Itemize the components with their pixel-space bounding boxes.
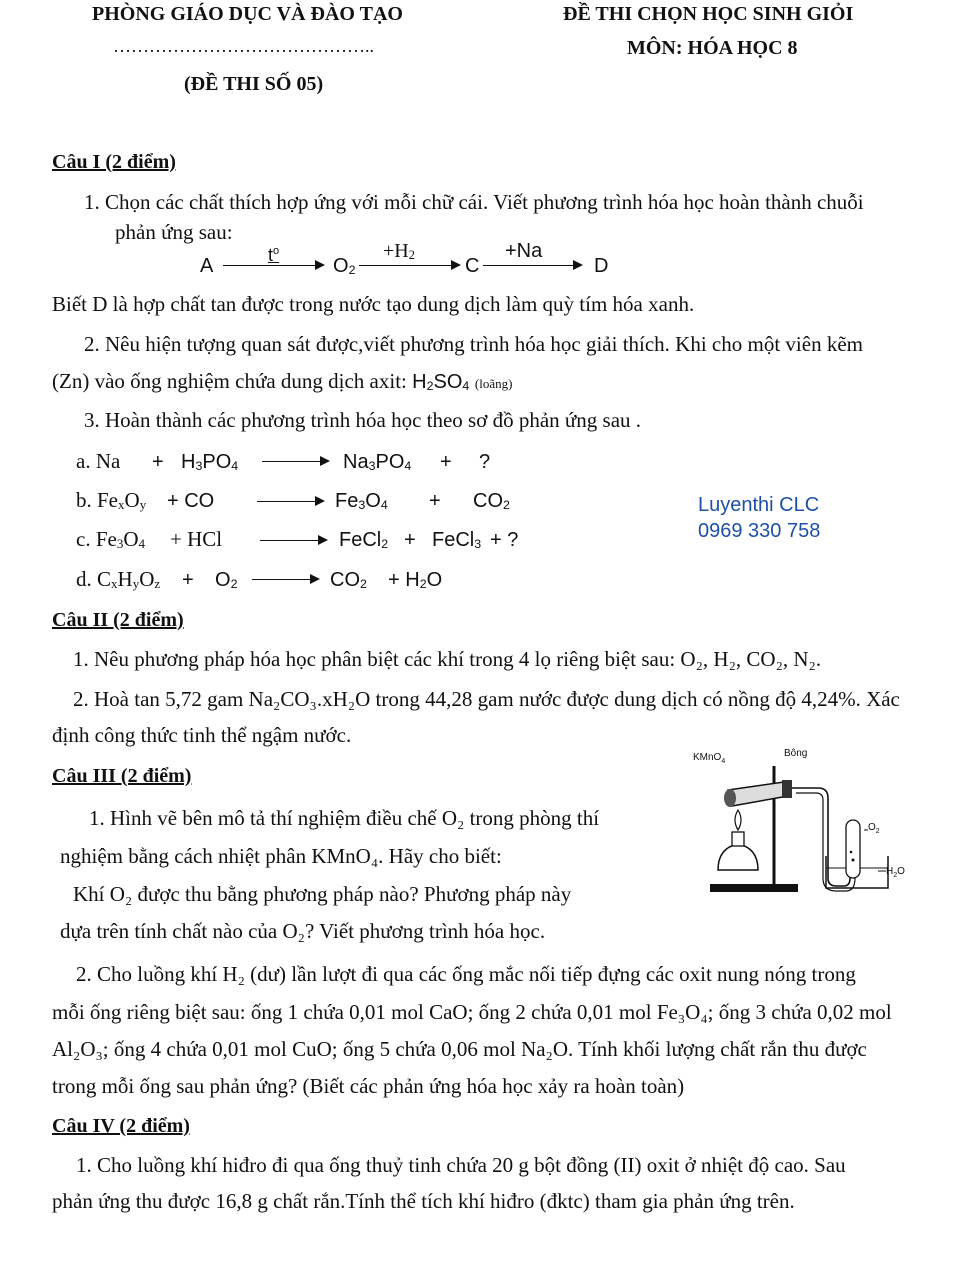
q3-p2-line1: 2. Cho luồng khí H₂ (dư) lần lượt đi qua các ống mắc nối tiếp đựng các oxit nung nóng trong [76, 962, 856, 986]
eq-d-co2: CO2 [330, 569, 367, 591]
q1-p1-line1: 1. Chọn các chất thích hợp ứng với mỗi chữ cái. Viết phương trình hóa học hoàn thành chuỗi [84, 190, 864, 214]
lab-apparatus-figure [688, 748, 918, 900]
eq-c-hcl: + HCl [170, 527, 223, 551]
eq-b-co: + CO [167, 490, 215, 512]
eq-b-co2: CO2 [473, 490, 510, 512]
q3-p2-line3: Al₂O₃; ống 4 chứa 0,01 mol CuO; ống 5 chứa 0,06 mol Na₂O. Tính khối lượng chất rắn thu được [52, 1037, 867, 1061]
eq-a-h3po4: H3PO4 [181, 451, 239, 473]
q3-p1-line4: dựa trên tính chất nào của O₂? Viết phương trình hóa học. [60, 919, 546, 943]
q4-p1-line2: phản ứng thu được 16,8 g chất rắn.Tính thể tích khí hiđro (đktc) tham gia phản ứng trên. [52, 1189, 795, 1213]
q4-p1-line1: 1. Cho luồng khí hiđro đi qua ống thuỷ tinh chứa 20 g bột đồng (II) oxit ở nhiệt độ cao. Sau [76, 1153, 846, 1177]
chain-heat: $t^o$ [268, 245, 280, 265]
eq-a-plus: + [152, 451, 164, 473]
eq-a-plus2: + [440, 451, 452, 473]
label-cotton: Bông [784, 748, 808, 759]
subject-title: MÔN: HÓA HỌC 8 [627, 37, 798, 59]
label-h2o: $H_2O$ [886, 866, 905, 879]
eq-c-fecl3: FeCl3 [432, 529, 482, 551]
chain-na: +Na [505, 240, 543, 262]
eq-a-label: a. Na [76, 449, 121, 473]
q3-p2-line4: trong mỗi ống sau phản ứng? (Biết các phản ứng hóa học xảy ra hoàn toàn) [52, 1074, 685, 1098]
section-title-q1: Câu I (2 điểm) [52, 151, 176, 173]
chain-arrow-2 [359, 265, 459, 266]
label-o2: $O_2$ [868, 822, 880, 835]
label-kmno4: KMnO$_4$ [693, 752, 726, 765]
eq-b-plus: + [429, 490, 441, 512]
chain-a: A [200, 255, 214, 277]
section-title-q2: Câu II (2 điểm) [52, 609, 184, 631]
eq-d-o2: O2 [215, 569, 238, 591]
eq-a-na3po4: Na3PO4 [343, 451, 412, 473]
exam-title: ĐỀ THI CHỌN HỌC SINH GIỎI [563, 3, 854, 25]
chain-h2: +H2 [383, 240, 415, 262]
eq-c-label: c. Fe3O4 [76, 527, 146, 551]
o2-collection-diagram [688, 760, 918, 900]
eq-c-fecl2: FeCl2 [339, 529, 389, 551]
eq-c-arrow [260, 540, 326, 541]
dotted-line: …………………………………….. [113, 36, 374, 56]
department-title: PHÒNG GIÁO DỤC VÀ ĐÀO TẠO [92, 3, 403, 25]
q2-p2-line2: định công thức tinh thể ngậm nước. [52, 723, 352, 747]
q1-p2-line1: 2. Nêu hiện tượng quan sát được,viết phương trình hóa học giải thích. Khi cho một viên kẽm [84, 332, 863, 356]
eq-c-unknown: + ? [490, 529, 519, 551]
eq-a-arrow [262, 461, 328, 462]
section-title-q4: Câu IV (2 điểm) [52, 1115, 190, 1137]
eq-c-plus: + [404, 529, 416, 551]
watermark-phone: 0969 330 758 [698, 520, 821, 542]
eq-d-label: d. CxHyOz [76, 567, 161, 591]
watermark-name: Luyenthi CLC [698, 494, 820, 516]
eq-b-label: b. FexOy [76, 488, 147, 512]
q3-p1-line3: Khí O₂ được thu bằng phương pháp nào? Phương pháp này [73, 882, 572, 906]
q1-p2-line2: (Zn) vào ống nghiệm chứa dung dịch axit: H2SO4 (loãng) [52, 369, 513, 393]
q2-p2-line1: 2. Hoà tan 5,72 gam Na₂CO₃.xH₂O trong 44,28 gam nước được dung dịch có nồng độ 4,24%. Xác [73, 687, 900, 711]
eq-d-arrow [252, 579, 318, 580]
eq-b-arrow [257, 501, 323, 502]
q3-p1-line2: nghiệm bằng cách nhiệt phân KMnO₄. Hãy cho biết: [60, 844, 502, 868]
q3-p1-line1: 1. Hình vẽ bên mô tả thí nghiệm điều chế O₂ trong phòng thí [89, 806, 600, 830]
eq-d-plus: + [182, 569, 194, 591]
eq-b-fe3o4: Fe3O4 [335, 490, 388, 512]
exam-number: (ĐỀ THI SỐ 05) [184, 73, 324, 95]
q2-p1: 1. Nêu phương pháp hóa học phân biệt các khí trong 4 lọ riêng biệt sau: O₂, H₂, CO₂, N₂. [73, 647, 822, 671]
q1-p3: 3. Hoàn thành các phương trình hóa học theo sơ đồ phản ứng sau . [84, 408, 642, 432]
q3-p2-line2: mỗi ống riêng biệt sau: ống 1 chứa 0,01 mol CaO; ống 2 chứa 0,01 mol Fe₃O₄; ống 3 chứa 0,02 mol [52, 1000, 892, 1024]
q1-p1-line2: phản ứng sau: [115, 220, 233, 244]
chain-arrow-3 [483, 265, 581, 266]
chain-o2: O2 [333, 255, 356, 277]
q1-p1-note: Biết D là hợp chất tan được trong nước tạo dung dịch làm quỳ tím hóa xanh. [52, 292, 695, 316]
eq-a-unknown: ? [479, 451, 491, 473]
chain-c: C [465, 255, 480, 277]
section-title-q3: Câu III (2 điểm) [52, 765, 192, 787]
eq-d-h2o: + H2O [388, 569, 443, 591]
chain-d: D [594, 255, 609, 277]
